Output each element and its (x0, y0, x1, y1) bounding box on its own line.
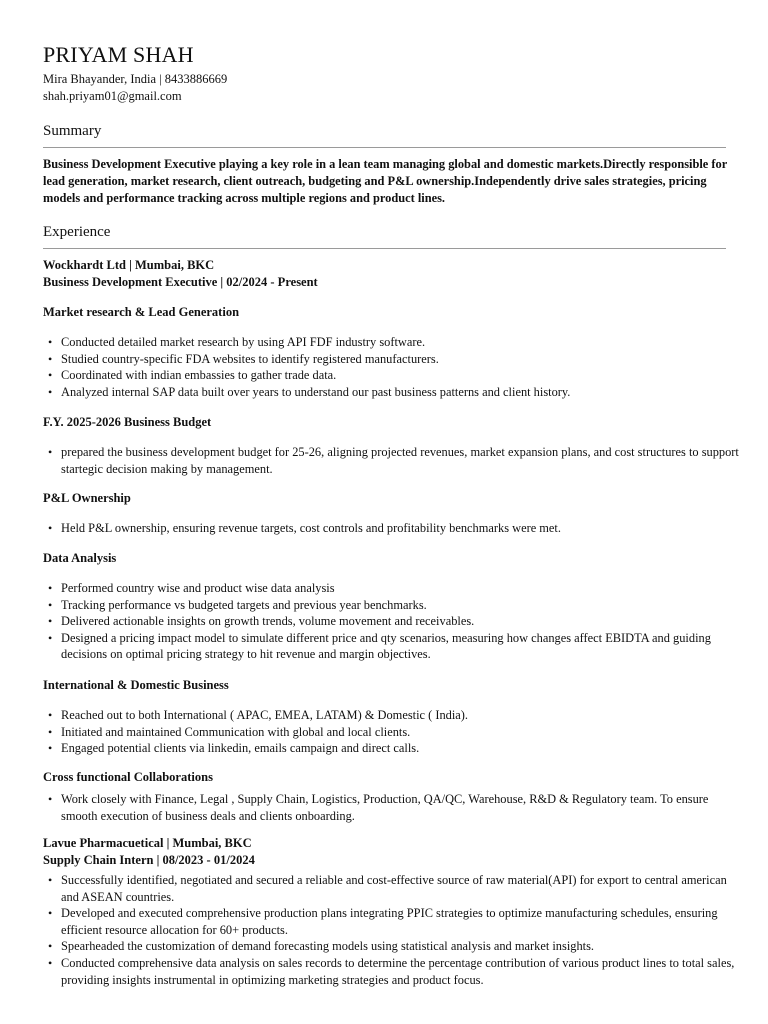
list-item: • Spearheaded the customization of demand forecasting models using statistical analysis and market insights. (61, 938, 746, 955)
job-lavue (43, 835, 255, 869)
job-role: Supply Chain Intern | 08/2023 - 01/2024 (43, 853, 255, 867)
bullet-list (43, 791, 746, 824)
bullet-list (43, 334, 746, 400)
list-item: • Initiated and maintained Communication with global and local clients. (61, 724, 746, 741)
subsection-title: Market research & Lead Generation (43, 305, 240, 319)
location-phone: Mira Bhayander, India | 8433886669 (43, 72, 228, 86)
experience-heading: Experience (43, 224, 111, 240)
summary-heading: Summary (43, 123, 102, 139)
list-item: • Designed a pricing impact model to simulate different price and qty scenarios, measuring how changes affect EBIDTA and guiding decisions on optimal pricing strategy to hit revenue and margin objectives. (61, 630, 746, 663)
list-item: • Delivered actionable insights on growth trends, volume movement and receivables. (61, 613, 746, 630)
job-company: Wockhardt Ltd | Mumbai, BKC (43, 258, 215, 272)
job-role: Business Development Executive | 02/2024 - Present (43, 275, 318, 289)
list-item: • Work closely with Finance, Legal , Supply Chain, Logistics, Production, QA/QC, Warehouse, R&D & Regulatory team. To ensure smooth execution of business deals and clients onboarding. (61, 791, 746, 824)
experience-divider (43, 248, 726, 249)
list-item: • Studied country-specific FDA websites to identify registered manufacturers. (61, 351, 746, 368)
list-item: • Engaged potential clients via linkedin, emails campaign and direct calls. (61, 740, 746, 757)
job-wockhardt (43, 257, 318, 291)
list-item: • prepared the business development budget for 25-26, aligning projected revenues, market expansion plans, and cost structures to support startegic decision making by management. (61, 444, 746, 477)
list-item: • Performed country wise and product wise data analysis (61, 580, 746, 597)
subsection-title: Data Analysis (43, 551, 117, 565)
list-item: • Tracking performance vs budgeted targets and previous year benchmarks. (61, 597, 746, 614)
subsection-title: Cross functional Collaborations (43, 770, 213, 784)
bullet-list (43, 707, 746, 757)
list-item: • Conducted comprehensive data analysis on sales records to determine the percentage contribution of various product lines to total sales, providing insights instrumental in optimizing marketing strategies and product focus. (61, 955, 746, 988)
email-address: shah.priyam01@gmail.com (43, 89, 182, 103)
list-item: • Held P&L ownership, ensuring revenue targets, cost controls and profitability benchmarks were met. (61, 520, 746, 537)
list-item: • Successfully identified, negotiated and secured a reliable and cost-effective source of raw material(API) for export to central american and ASEAN countries. (61, 872, 746, 905)
list-item: • Developed and executed comprehensive production plans integrating PPIC strategies to optimize manufacturing schedules, ensuring efficient resource allocation for 60+ products. (61, 905, 746, 938)
bullet-list (43, 444, 746, 477)
candidate-name: PRIYAM SHAH (43, 42, 194, 67)
list-item: • Analyzed internal SAP data built over years to understand our past business patterns and client history. (61, 384, 746, 401)
subsection-title: International & Domestic Business (43, 678, 229, 692)
list-item: • Reached out to both International ( APAC, EMEA, LATAM) & Domestic ( India). (61, 707, 746, 724)
bullet-list (43, 872, 746, 988)
contact-info (43, 71, 227, 105)
list-item: • Conducted detailed market research by using API FDF industry software. (61, 334, 746, 351)
subsection-title: P&L Ownership (43, 491, 131, 505)
summary-divider (43, 147, 726, 148)
summary-text: Business Development Executive playing a key role in a lean team managing global and domestic markets.Directly responsible for lead generation, market research, client outreach, budgeting and P&L ownership.Independently drive sales strategies, pricing models and performance tracking across multiple regions and product lines. (43, 157, 728, 205)
bullet-list (43, 520, 746, 537)
subsection-title: F.Y. 2025-2026 Business Budget (43, 415, 212, 429)
bullet-list (43, 580, 746, 663)
list-item: • Coordinated with indian embassies to gather trade data. (61, 367, 746, 384)
job-company: Lavue Pharmacuetical | Mumbai, BKC (43, 836, 252, 850)
